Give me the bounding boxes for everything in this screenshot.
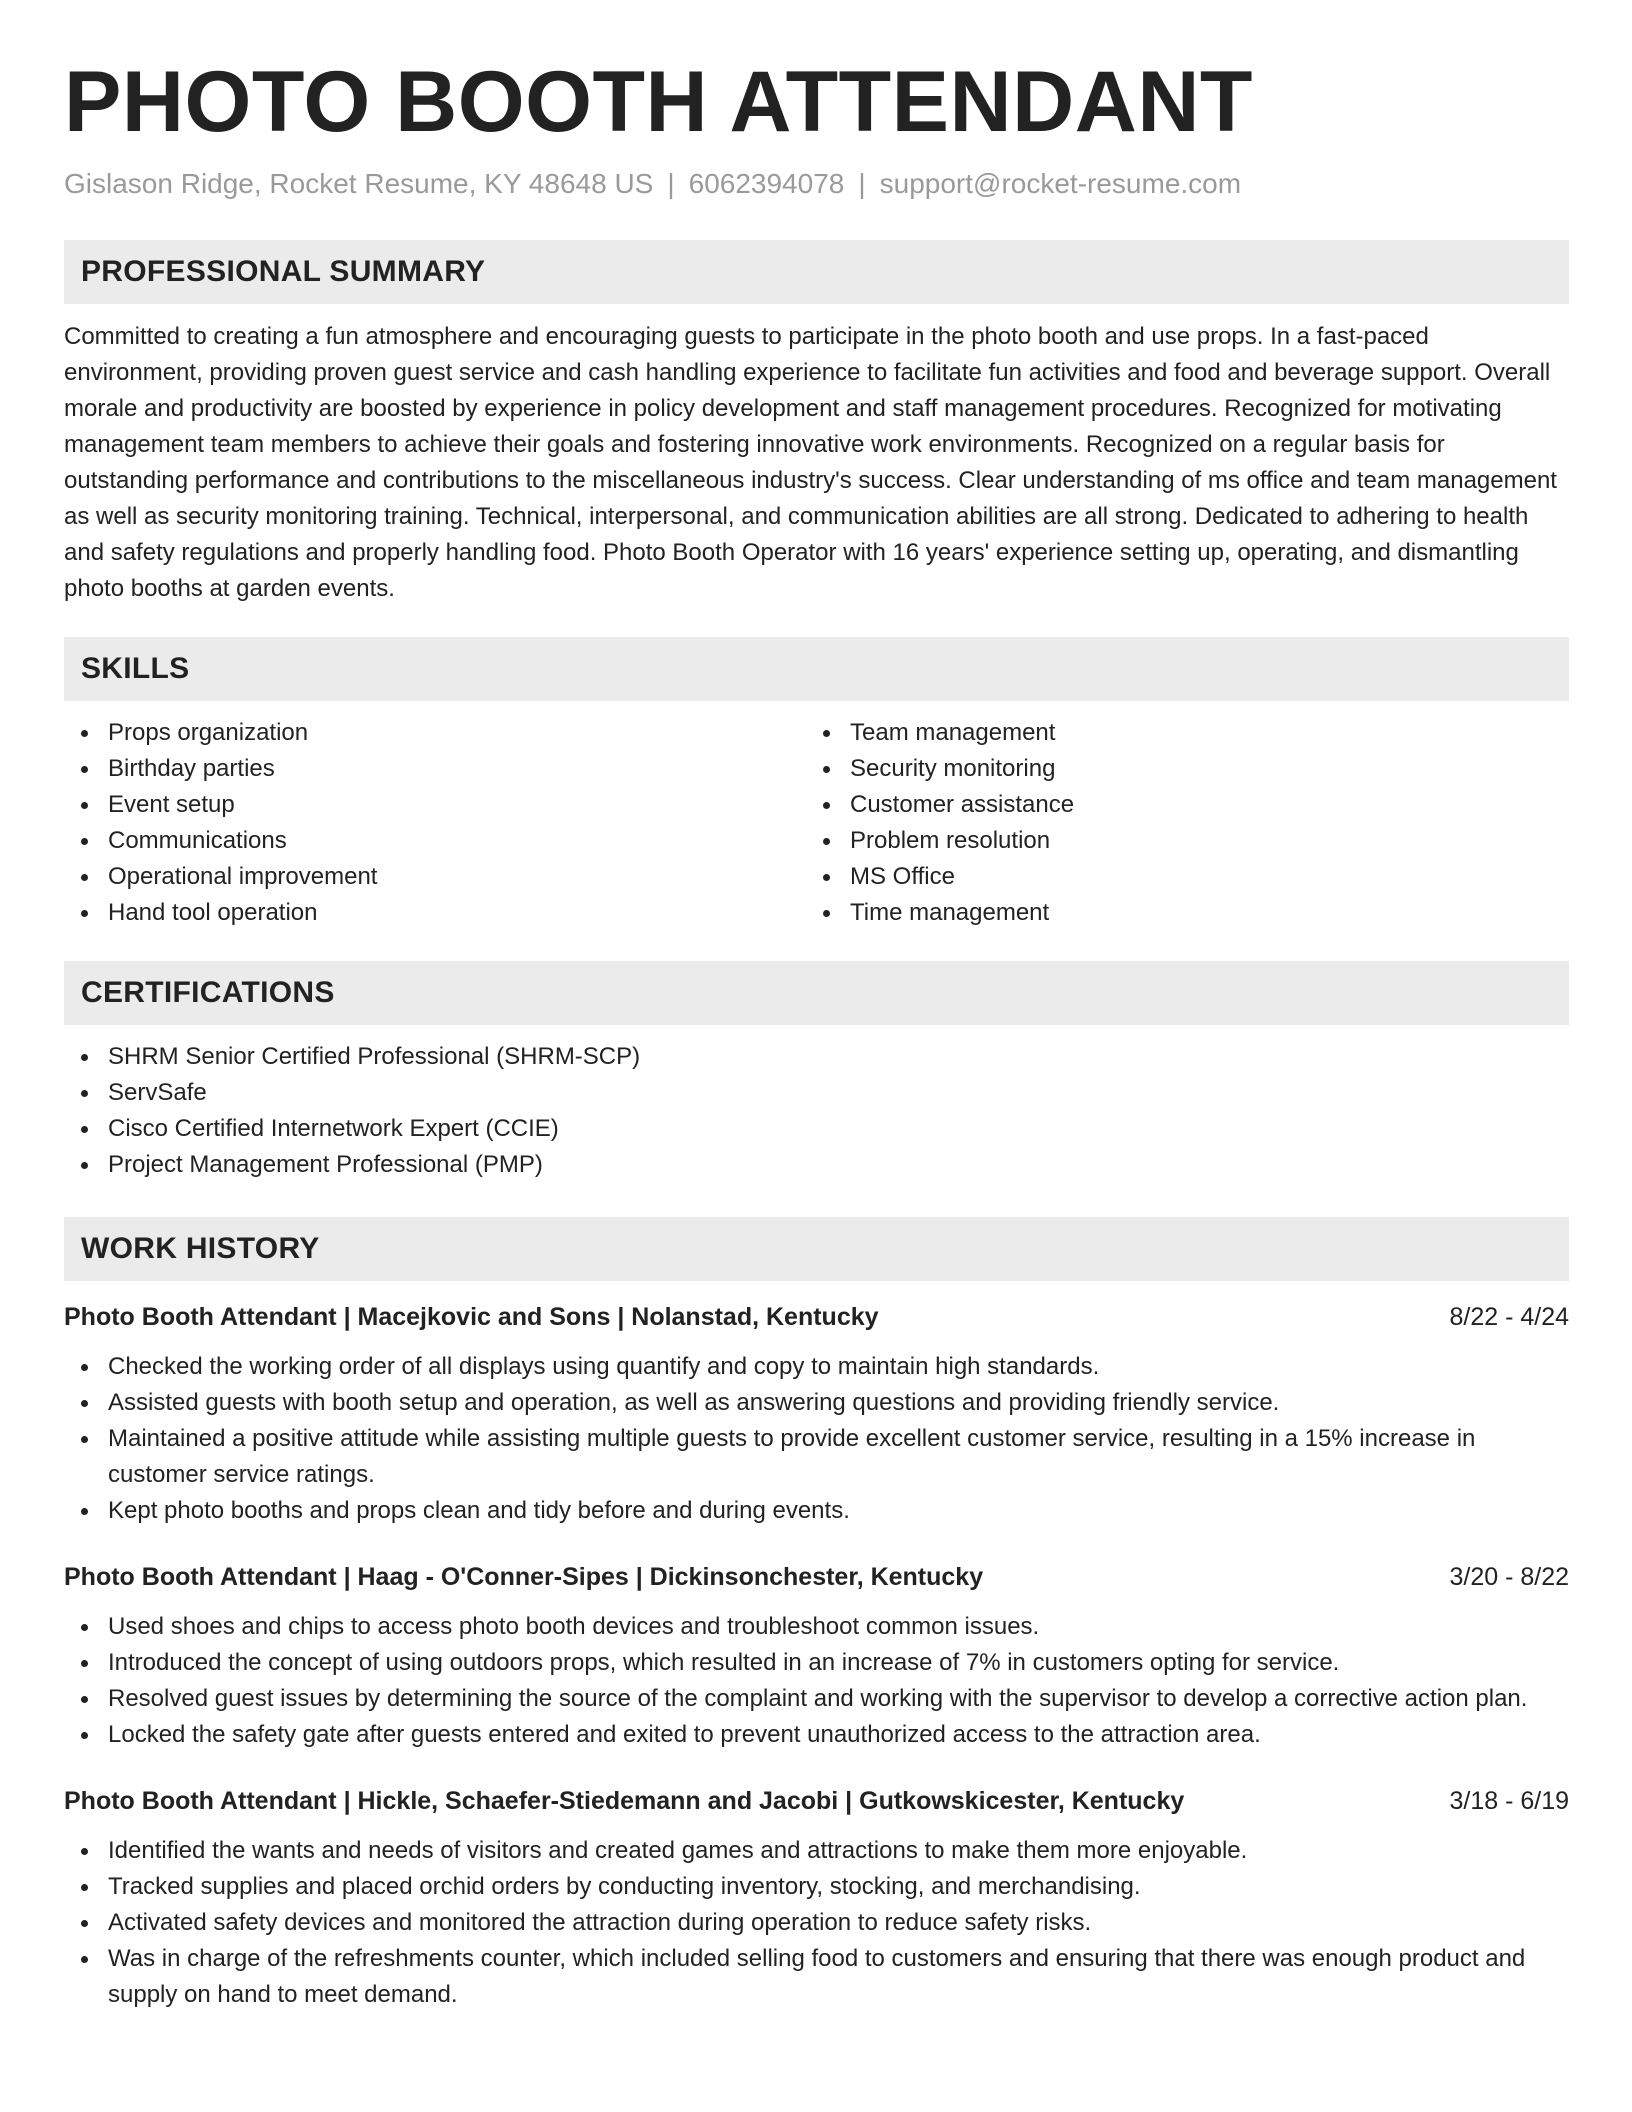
skills-grid — [64, 715, 1569, 931]
job-bullet: Tracked supplies and placed orchid orders by conducting inventory, stocking, and merchandising. — [64, 1869, 1569, 1905]
job-bullet: Kept photo booths and props clean and tidy before and during events. — [64, 1493, 1569, 1529]
contact-phone: 6062394078 — [688, 168, 845, 199]
contact-separator: | — [667, 168, 675, 199]
section-header-skills: SKILLS — [64, 637, 1569, 701]
certification-item: ServSafe — [64, 1075, 1569, 1111]
job-header — [64, 1559, 1569, 1595]
job-title: Photo Booth Attendant | Hickle, Schaefer-Stiedemann and Jacobi | Gutkowskicester, Kentucky — [64, 1787, 1185, 1815]
skill-item: Operational improvement — [64, 859, 806, 895]
section-header-certifications: CERTIFICATIONS — [64, 961, 1569, 1025]
contact-email: support@rocket-resume.com — [879, 168, 1242, 199]
job-bullets — [64, 1609, 1569, 1753]
section-header-summary: PROFESSIONAL SUMMARY — [64, 240, 1569, 304]
skill-item: MS Office — [806, 859, 1548, 895]
job-bullet: Resolved guest issues by determining the source of the complaint and working with the supervisor to develop a corrective action plan. — [64, 1681, 1569, 1717]
skill-item: Communications — [64, 823, 806, 859]
job-title: Photo Booth Attendant | Haag - O'Conner-Sipes | Dickinsonchester, Kentucky — [64, 1563, 984, 1591]
job-header — [64, 1299, 1569, 1335]
job-entry — [64, 1299, 1569, 1529]
summary-text: Committed to creating a fun atmosphere and encouraging guests to participate in the photo booth and use props. In a fast-paced environment, providing proven guest service and cash handling experience to facilitate fun activities and food and beverage support. Overall morale and productivity are boosted by experience in policy development and staff management procedures. Recognized for motivating management team members to achieve their goals and fostering innovative work environments. Recognized on a regular basis for outstanding performance and contributions to the miscellaneous industry's success. Clear understanding of ms office and team management as well as security monitoring training. Technical, interpersonal, and communication abilities are all strong. Dedicated to adhering to health and safety regulations and properly handling food. Photo Booth Operator with 16 years' experience setting up, operating, and dismantling photo booths at garden events. — [64, 323, 1557, 602]
job-bullet: Maintained a positive attitude while assisting multiple guests to provide excellent customer service, resulting in a 15% increase in customer service ratings. — [64, 1421, 1569, 1493]
section-header-work-history: WORK HISTORY — [64, 1217, 1569, 1281]
job-header — [64, 1783, 1569, 1819]
skill-item: Time management — [806, 895, 1548, 931]
certification-item: Project Management Professional (PMP) — [64, 1147, 1569, 1183]
job-dates: 8/22 - 4/24 — [1449, 1303, 1569, 1331]
skill-item: Birthday parties — [64, 751, 806, 787]
contact-separator: | — [858, 168, 866, 199]
job-bullets — [64, 1833, 1569, 2013]
job-bullet: Used shoes and chips to access photo booth devices and troubleshoot common issues. — [64, 1609, 1569, 1645]
job-dates: 3/18 - 6/19 — [1449, 1787, 1569, 1815]
certification-item: Cisco Certified Internetwork Expert (CCIE) — [64, 1111, 1569, 1147]
job-bullet: Activated safety devices and monitored the attraction during operation to reduce safety risks. — [64, 1905, 1569, 1941]
job-bullet: Checked the working order of all displays using quantify and copy to maintain high standards. — [64, 1349, 1569, 1385]
skill-item: Event setup — [64, 787, 806, 823]
job-title: Photo Booth Attendant | Macejkovic and Sons | Nolanstad, Kentucky — [64, 1303, 879, 1331]
certification-item: SHRM Senior Certified Professional (SHRM-SCP) — [64, 1039, 1569, 1075]
job-entry — [64, 1783, 1569, 2013]
skill-item: Problem resolution — [806, 823, 1548, 859]
skill-item: Props organization — [64, 715, 806, 751]
skill-item: Security monitoring — [806, 751, 1548, 787]
skill-item: Hand tool operation — [64, 895, 806, 931]
skill-item: Team management — [806, 715, 1548, 751]
job-bullet: Identified the wants and needs of visitors and created games and attractions to make them more enjoyable. — [64, 1833, 1569, 1869]
job-bullet: Was in charge of the refreshments counter, which included selling food to customers and ensuring that there was enough product and supply on hand to meet demand. — [64, 1941, 1569, 2013]
job-bullets — [64, 1349, 1569, 1529]
contact-address: Gislason Ridge, Rocket Resume, KY 48648 US — [64, 168, 654, 199]
job-bullet: Introduced the concept of using outdoors props, which resulted in an increase of 7% in customers opting for service. — [64, 1645, 1569, 1681]
job-entry — [64, 1559, 1569, 1753]
certifications-list — [64, 1039, 1569, 1183]
skills-column-left — [64, 715, 806, 931]
resume-page — [64, 52, 1569, 2013]
skills-column-right — [806, 715, 1548, 931]
job-bullet: Locked the safety gate after guests entered and exited to prevent unauthorized access to the attraction area. — [64, 1717, 1569, 1753]
job-dates: 3/20 - 8/22 — [1449, 1563, 1569, 1591]
contact-line — [64, 166, 1569, 202]
job-bullet: Assisted guests with booth setup and operation, as well as answering questions and providing friendly service. — [64, 1385, 1569, 1421]
skill-item: Customer assistance — [806, 787, 1548, 823]
resume-name: PHOTO BOOTH ATTENDANT — [64, 54, 1253, 150]
